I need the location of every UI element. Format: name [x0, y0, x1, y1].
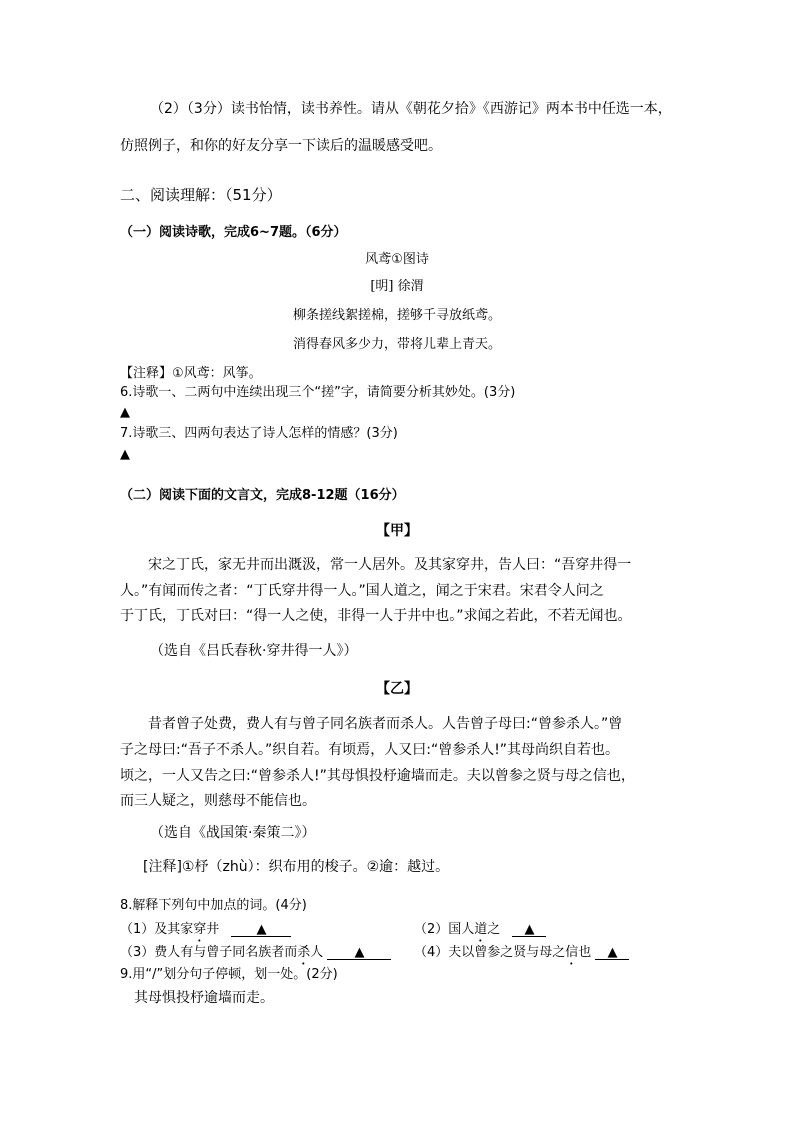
answer-marker-6: ▲: [120, 405, 130, 420]
poem-title: 风鸢①图诗: [365, 252, 429, 267]
question-6: 6.诗歌一、二两句中连续出现三个“搓”字，请简要分析其妙处。(3分): [120, 385, 516, 400]
question-7: 7.诗歌三、四两句表达了诗人怎样的情感？(3分): [120, 426, 398, 441]
answer-blank[interactable]: ▲: [512, 923, 546, 937]
passage-jia-line-1: 宋之丁氏，家无井而出溉汲，常一人居外。及其家穿井，告人曰：“吾穿井得一: [148, 557, 632, 573]
passage-yi-line-2: 子之母曰:“吾子不杀人。”织自若。有顷焉，人又曰:“曾参杀人!”其母尚织自若也。: [120, 742, 620, 758]
passage-yi-note: [注释]①杼（zhù）：织布用的梭子。②逾：越过。: [143, 859, 450, 875]
section-2-heading: 二、阅读理解：（51分）: [120, 186, 282, 204]
question-8-item-1: （1）及其家穿井 ▲: [120, 922, 291, 945]
question-8-item-3: （3）费人有与曾子同名族者而杀人 ▲: [120, 945, 391, 968]
question-9-sentence: 其母惧投杼逾墙而走。: [134, 990, 274, 1006]
answer-blank[interactable]: ▲: [327, 946, 391, 960]
passage-yi-source: （选自《战国策·秦策二》）: [150, 825, 316, 841]
passage-yi-line-3: 顷之，一人又告之曰:“曾参杀人!”其母惧投杼逾墙而走。夫以曾参之贤与母之信也，: [120, 768, 635, 784]
answer-marker-7: ▲: [120, 447, 130, 462]
passage-jia-line-2: 人。”有闻而传之者：“丁氏穿井得一人。”国人道之，闻之于宋君。宋君令人问之: [120, 583, 604, 599]
poem-author: [明] 徐渭: [370, 279, 424, 294]
poem-note: 【注释】①风鸢：风筝。: [120, 366, 262, 381]
passage-jia-source: （选自《吕氏春秋·穿井得一人》）: [150, 643, 358, 659]
question-8-item-4: （4）夫以曾参之贤与母之信也 ▲: [414, 945, 629, 968]
passage-yi-line-4: 而三人疑之，则慈母不能信也。: [120, 793, 316, 809]
passage-yi-line-1: 昔者曾子处费，费人有与曾子同名族者而杀人。人告曾子母曰:“曾参杀人。”曾: [148, 716, 623, 732]
part-2-heading: （二）阅读下面的文言文，完成8-12题（16分）: [120, 488, 405, 503]
dotted-word: 杀: [297, 945, 311, 960]
dotted-word: 穿: [193, 922, 207, 937]
poem-line-1: 柳条搓线絮搓棉，搓够千寻放纸鸢。: [292, 308, 501, 323]
answer-blank[interactable]: ▲: [595, 946, 629, 960]
question-2-line-1: （2）（3分）读书怡情，读书养性。请从《朝花夕拾》《西游记》两本书中任选一本，: [150, 101, 672, 117]
poem-line-2: 消得春风多少力，带将儿辈上青天。: [292, 337, 501, 352]
dotted-word: 道: [474, 922, 488, 937]
dotted-word: 信: [565, 945, 579, 960]
passage-jia-title: 【甲】: [376, 523, 418, 539]
answer-blank[interactable]: ▲: [231, 923, 291, 937]
passage-jia-line-3: 于丁氏，丁氏对曰：“得一人之使，非得一人于井中也。”求闻之若此，不若无闻也。: [120, 608, 632, 624]
part-1-heading: （一）阅读诗歌，完成6~7题。（6分）: [120, 225, 347, 240]
question-8: 8.解释下列句中加点的词。(4分): [120, 898, 307, 913]
passage-yi-title: 【乙】: [376, 681, 418, 697]
question-8-item-2: （2）国人道之 ▲: [414, 922, 546, 945]
question-9: 9.用“/”划分句子停顿，划一处。(2分): [120, 967, 338, 982]
question-2-line-2: 仿照例子，和你的好友分享一下读后的温暖感受吧。: [120, 138, 442, 154]
